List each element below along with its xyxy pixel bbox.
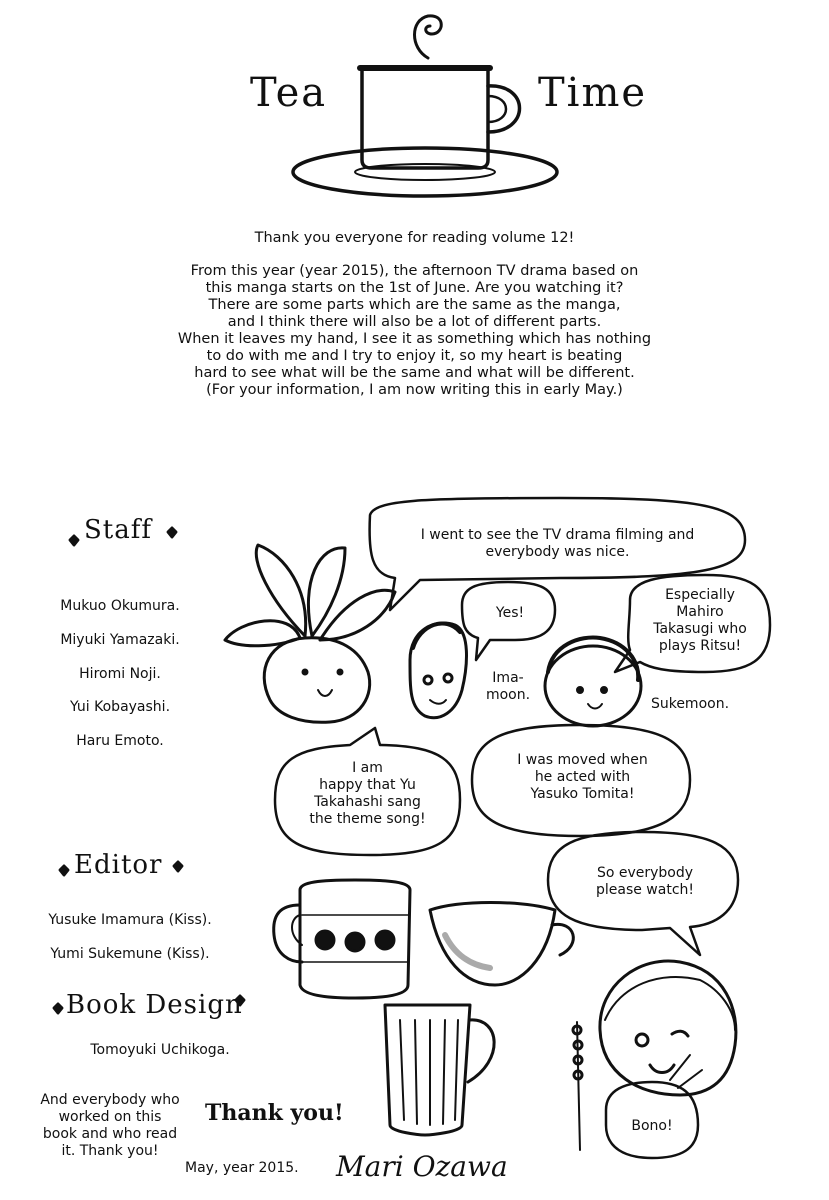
strawberry-mug-icon <box>274 880 410 998</box>
message-line: When it leaves my hand, I see it as something which has nothing <box>177 331 652 347</box>
title-right: Time <box>538 70 648 116</box>
heart-icon <box>54 1004 62 1013</box>
heart-icon <box>174 862 182 871</box>
bubble-line: please watch! <box>595 882 695 898</box>
staff-heading: Staff <box>84 515 153 545</box>
thank-you-text: Thank you! <box>205 1100 344 1126</box>
teacup-icon <box>430 903 573 986</box>
everybody-line: it. Thank you! <box>61 1143 159 1159</box>
bubble-especially-text <box>640 587 760 655</box>
bubble-line: Takasugi who <box>653 621 747 637</box>
sukemoon-character-icon <box>545 637 641 726</box>
tea-cup-icon <box>293 68 557 196</box>
bubble-line: I was moved when <box>517 752 648 768</box>
bubble-line: Ima- <box>492 670 524 686</box>
book-design-name: Tomoyuki Uchikoga. <box>90 1042 230 1058</box>
steam-icon <box>415 16 442 58</box>
staff-name: Miyuki Yamazaki. <box>60 632 180 648</box>
editor-name: Yumi Sukemune (Kiss). <box>50 946 210 962</box>
everybody-line: worked on this <box>58 1109 162 1125</box>
message-line: hard to see what will be the same and what will be different. <box>194 365 635 381</box>
bubble-line: I went to see the TV drama filming and <box>420 527 695 543</box>
message-body <box>0 263 829 399</box>
title-left: Tea <box>250 70 328 116</box>
thanks-line: Thank you everyone for reading volume 12! <box>254 230 575 246</box>
signature: Mari Ozawa <box>336 1150 508 1183</box>
everybody-note <box>30 1092 190 1160</box>
message-line: this manga starts on the 1st of June. Are you watching it? <box>205 280 624 296</box>
message-line: to do with me and I try to enjoy it, so my heart is beating <box>206 348 623 364</box>
bubble-line: plays Ritsu! <box>658 638 742 654</box>
bubble-bono-text: Bono! <box>631 1118 673 1134</box>
message-line: From this year (year 2015), the afternoon TV drama based on <box>190 263 639 279</box>
radish-character-icon <box>225 545 395 722</box>
message-line: (For your information, I am now writing this in early May.) <box>206 382 623 398</box>
bubble-moved-text <box>490 752 675 803</box>
date-text: May, year 2015. <box>185 1160 299 1176</box>
bubble-filming-text <box>380 527 735 561</box>
heart-icon <box>60 866 68 875</box>
message-line: There are some parts which are the same as the manga, <box>208 297 621 313</box>
bubble-line: Takahashi sang <box>314 794 421 810</box>
bubble-line: everybody was nice. <box>485 544 630 560</box>
bubble-watch-text <box>565 865 725 899</box>
editor-heading: Editor <box>74 850 163 880</box>
heart-icon <box>168 528 176 537</box>
staff-name: Hiromi Noji. <box>79 666 161 682</box>
bubble-line: I am <box>352 760 383 776</box>
bubble-line: So everybody <box>596 865 694 881</box>
bubble-line: Especially <box>665 587 735 603</box>
bubble-line: moon. <box>485 687 531 703</box>
bubble-line: Mahiro <box>676 604 724 620</box>
imamoon-character-icon <box>410 623 466 718</box>
staff-name: Yui Kobayashi. <box>69 699 171 715</box>
bubble-happy-text <box>290 760 445 828</box>
staff-name: Haru Emoto. <box>76 733 164 749</box>
bubble-yes-text: Yes! <box>495 605 525 621</box>
imamoon-label <box>478 670 538 704</box>
staff-name: Mukuo Okumura. <box>60 598 180 614</box>
glass-mug-icon <box>385 1005 494 1135</box>
book-design-heading: Book Design <box>66 990 243 1020</box>
bubble-line: happy that Yu <box>319 777 416 793</box>
everybody-line: book and who read <box>42 1126 178 1142</box>
message-line: and I think there will also be a lot of different parts. <box>227 314 602 330</box>
bubble-line: Yasuko Tomita! <box>530 786 635 802</box>
sukemoon-label: Sukemoon. <box>650 696 730 712</box>
editor-name: Yusuke Imamura (Kiss). <box>48 912 212 928</box>
bubble-line: he acted with <box>534 769 631 785</box>
heart-icon <box>70 536 78 545</box>
everybody-line: And everybody who <box>40 1092 180 1108</box>
bubble-line: the theme song! <box>309 811 426 827</box>
